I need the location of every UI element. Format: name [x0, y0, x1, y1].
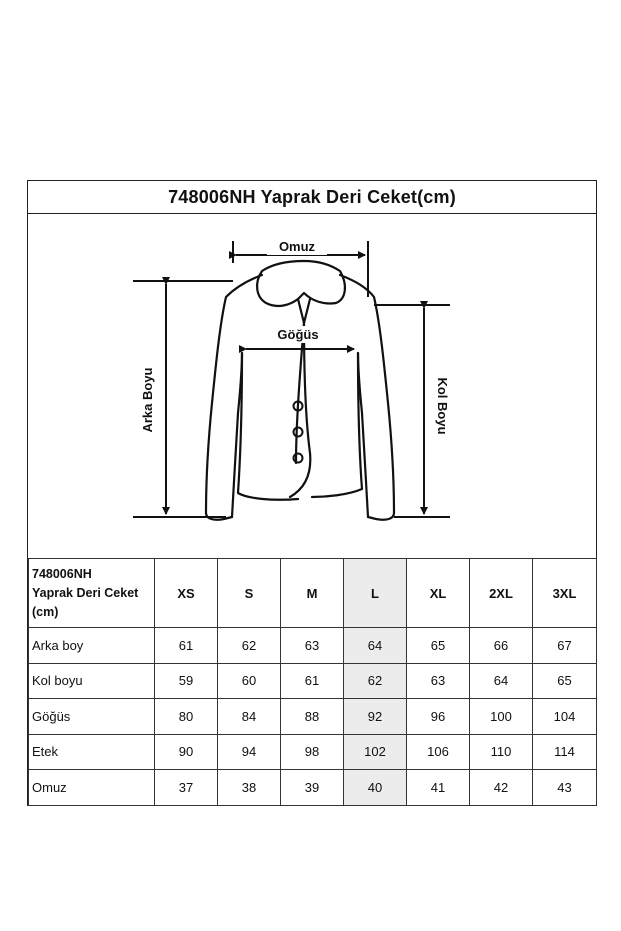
size-header-xs: XS — [155, 559, 218, 628]
title-row — [28, 181, 596, 214]
table-cell: 88 — [281, 699, 344, 735]
jacket-outline — [206, 261, 394, 520]
table-cell: 59 — [155, 663, 218, 699]
jacket-diagram — [28, 213, 596, 558]
table-cell: 60 — [218, 663, 281, 699]
table-cell: 63 — [407, 663, 470, 699]
table-cell: 66 — [470, 628, 533, 664]
table-row — [29, 699, 597, 735]
table-row — [29, 628, 597, 664]
shoulder-measure — [233, 237, 368, 297]
back-length-measure — [133, 281, 233, 517]
size-header-3xl: 3XL — [533, 559, 597, 628]
table-cell: 84 — [218, 699, 281, 735]
button-3-icon — [294, 454, 303, 463]
table-cell: 110 — [470, 734, 533, 770]
size-table — [28, 558, 597, 806]
table-cell: 96 — [407, 699, 470, 735]
table-row — [29, 663, 597, 699]
table-cell: 100 — [470, 699, 533, 735]
back-length-label: Arka Boyu — [140, 367, 155, 433]
row-label: Etek — [29, 734, 155, 770]
row-label: Omuz — [29, 770, 155, 806]
table-cell: 62 — [344, 663, 407, 699]
table-cell: 40 — [344, 770, 407, 806]
table-header-row — [29, 559, 597, 628]
size-header-s: S — [218, 559, 281, 628]
chest-measure — [246, 326, 354, 349]
table-cell: 61 — [155, 628, 218, 664]
table-cell: 92 — [344, 699, 407, 735]
table-cell: 98 — [281, 734, 344, 770]
chest-label: Göğüs — [277, 327, 319, 342]
size-header-xl: XL — [407, 559, 470, 628]
size-header-l: L — [344, 559, 407, 628]
sleeve-length-label: Kol Boyu — [435, 377, 450, 435]
table-cell: 39 — [281, 770, 344, 806]
table-row — [29, 770, 597, 806]
table-row — [29, 734, 597, 770]
row-label: Göğüs — [29, 699, 155, 735]
table-cell: 90 — [155, 734, 218, 770]
row-label: Arka boy — [29, 628, 155, 664]
size-header-2xl: 2XL — [470, 559, 533, 628]
table-cell: 61 — [281, 663, 344, 699]
table-header-label: 748006NH Yaprak Deri Ceket (cm) — [29, 559, 155, 628]
table-cell: 104 — [533, 699, 597, 735]
table-cell: 94 — [218, 734, 281, 770]
table-cell: 67 — [533, 628, 597, 664]
page-title: 748006NH Yaprak Deri Ceket(cm) — [168, 187, 456, 207]
shoulder-label: Omuz — [278, 239, 316, 254]
table-cell: 38 — [218, 770, 281, 806]
table-cell: 64 — [470, 663, 533, 699]
table-cell: 63 — [281, 628, 344, 664]
table-cell: 114 — [533, 734, 597, 770]
row-label: Kol boyu — [29, 663, 155, 699]
sleeve-length-measure — [374, 305, 450, 517]
table-cell: 42 — [470, 770, 533, 806]
table-cell: 106 — [407, 734, 470, 770]
jacket-illustration — [28, 213, 596, 558]
size-chart-sheet — [27, 180, 597, 806]
table-cell: 41 — [407, 770, 470, 806]
table-cell: 37 — [155, 770, 218, 806]
table-cell: 65 — [533, 663, 597, 699]
table-cell: 65 — [407, 628, 470, 664]
table-cell: 62 — [218, 628, 281, 664]
table-cell: 80 — [155, 699, 218, 735]
table-cell: 102 — [344, 734, 407, 770]
table-cell: 64 — [344, 628, 407, 664]
table-cell: 43 — [533, 770, 597, 806]
size-header-m: M — [281, 559, 344, 628]
